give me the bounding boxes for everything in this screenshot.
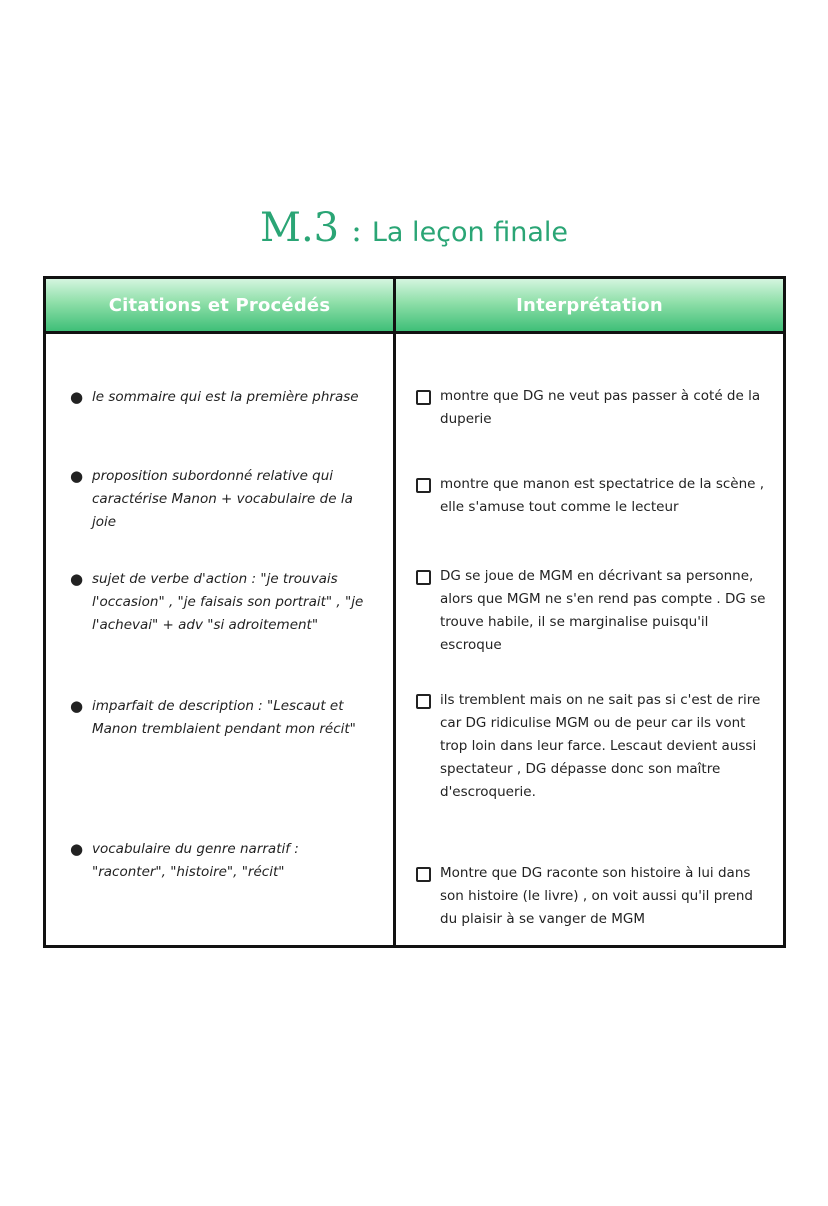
checkbox-icon[interactable] (416, 478, 431, 493)
table-header (46, 279, 783, 334)
checkbox-icon[interactable] (416, 694, 431, 709)
interpretation-item (416, 473, 766, 519)
citation-item (70, 465, 370, 534)
checkbox-icon[interactable] (416, 867, 431, 882)
interpretation-text: montre que manon est spectatrice de la scène , elle s'amuse tout comme le lecteur (440, 476, 765, 515)
interpretation-text: DG se joue de MGM en décrivant sa personne, alors que MGM ne s'en rend pas compte . DG se trouve habile, il se marginalise puisqu'il escroque (440, 568, 766, 653)
interpretation-item (416, 862, 766, 931)
interpretation-text: montre que DG ne veut pas passer à coté de la duperie (440, 388, 761, 427)
bullet-icon: ● (70, 840, 84, 858)
interpretation-text: Montre que DG raconte son histoire à lui dans son histoire (le livre) , on voit aussi qu'il prend du plaisir à se vanger de MGM (440, 865, 753, 927)
bullet-icon: ● (70, 570, 84, 588)
page-title (0, 205, 828, 251)
citation-text: proposition subordonné relative qui caractérise Manon + vocabulaire de la joie (92, 468, 353, 530)
title-text: La leçon finale (371, 217, 569, 248)
interpretation-text: ils tremblent mais on ne sait pas si c'est de rire car DG ridiculise MGM ou de peur car ils vont trop loin dans leur farce. Lescaut devient aussi spectateur , DG dépasse donc son maître d'escroquerie. (440, 692, 761, 800)
bullet-icon: ● (70, 697, 84, 715)
citation-item (70, 695, 370, 741)
bullet-icon: ● (70, 388, 84, 406)
title-separator: : (351, 211, 362, 249)
citation-text: le sommaire qui est la première phrase (92, 389, 359, 405)
citation-item (70, 838, 370, 884)
interpretation-item (416, 385, 766, 431)
citation-item (70, 386, 370, 409)
checkbox-icon[interactable] (416, 570, 431, 585)
header-interpretation: Interprétation (396, 279, 783, 331)
checkbox-icon[interactable] (416, 390, 431, 405)
citation-text: sujet de verbe d'action : "je trouvais l'occasion" , "je faisais son portrait" , "je l'achevai" + adv "si adroitement" (92, 571, 364, 633)
citation-item (70, 568, 370, 637)
title-code: M.3 (259, 205, 340, 251)
citation-text: imparfait de description : "Lescaut et Manon tremblaient pendant mon récit" (92, 698, 356, 737)
column-divider (393, 279, 396, 945)
interpretation-item (416, 689, 766, 804)
bullet-icon: ● (70, 467, 84, 485)
interpretation-item (416, 565, 766, 657)
citation-text: vocabulaire du genre narratif : "raconter", "histoire", "récit" (92, 841, 299, 880)
header-citations: Citations et Procédés (46, 279, 393, 331)
